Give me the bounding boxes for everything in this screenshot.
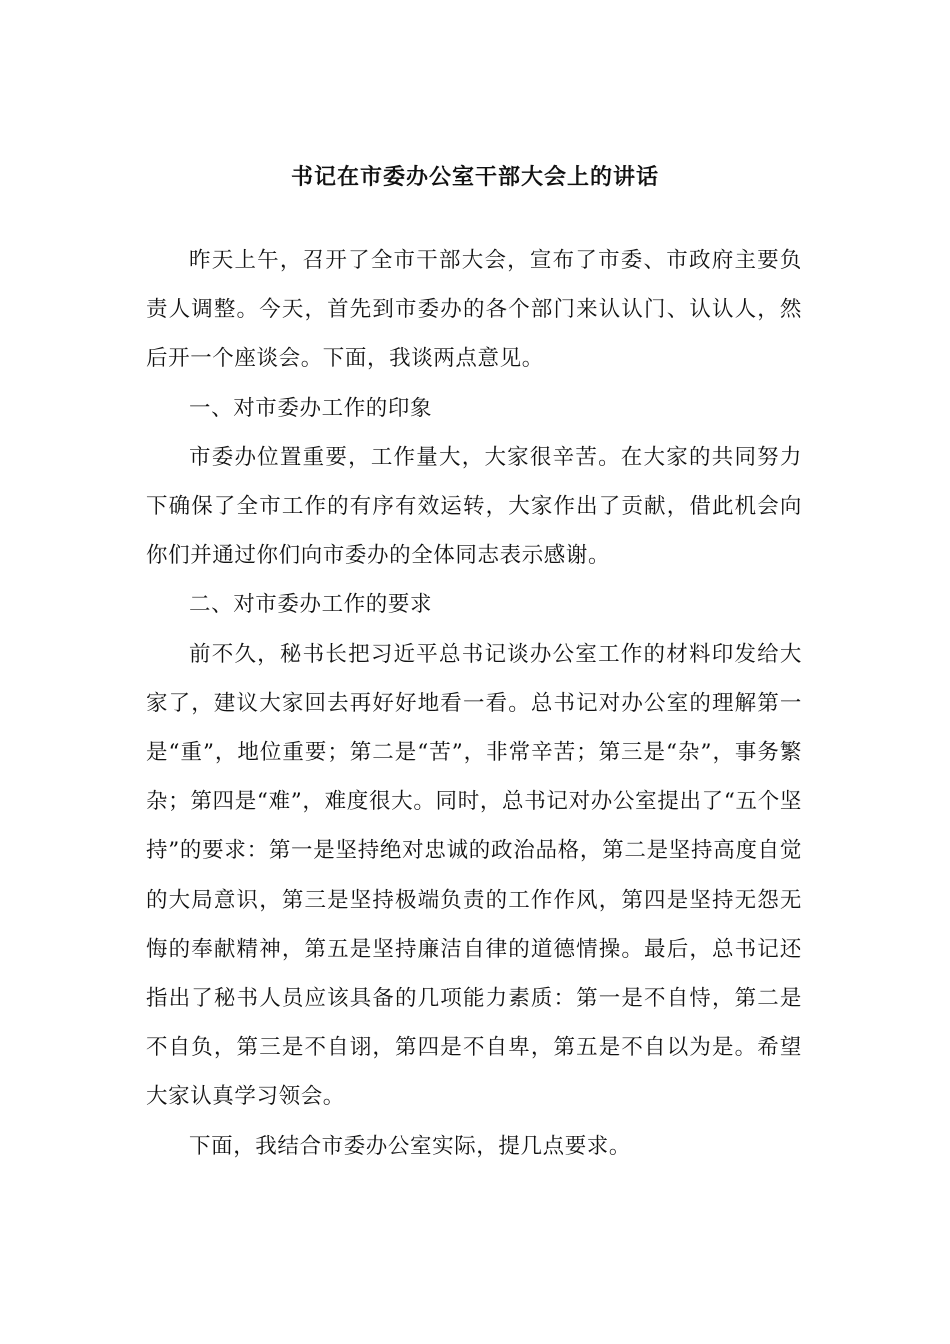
section-heading-requirements: 二、对市委办工作的要求: [189, 592, 433, 618]
section-heading-impression: 一、对市委办工作的印象: [189, 395, 433, 421]
paragraph-requirements: 前不久，秘书长把习近平总书记谈办公室工作的材料印发给大家了，建议大家回去再好好地看一看。总书记对办公室的理解第一是“重”，地位重要；第二是“苦”，非常辛苦；第三是“杂”，事务繁杂；第四是“难”，难度很大。同时，总书记对办公室提出了“五个坚持”的要求：第一是坚持绝对忠诚的政治品格，第二是坚持高度自觉的大局意识，第三是坚持极端负责的工作作风，第四是坚持无怨无悔的奉献精神，第五是坚持廉洁自律的道德情操。最后，总书记还指出了秘书人员应该具备的几项能力素质：第一是不自恃，第二是不自负，第三是不自诩，第四是不自卑，第五是不自以为是。希望大家认真学习领会。: [146, 641, 802, 1110]
paragraph-impression: 市委办位置重要，工作量大，大家很辛苦。在大家的共同努力下确保了全市工作的有序有效运转，大家作出了贡献，借此机会向你们并通过你们向市委办的全体同志表示感谢。: [146, 444, 802, 569]
paragraph-closing: 下面，我结合市委办公室实际，提几点要求。: [189, 1133, 632, 1159]
paragraph-opening: 昨天上午，召开了全市干部大会，宣布了市委、市政府主要负责人调整。今天，首先到市委办的各个部门来认认门、认认人，然后开一个座谈会。下面，我谈两点意见。: [146, 248, 802, 372]
document-body: [146, 236, 802, 1171]
document-title: 书记在市委办公室干部大会上的讲话: [290, 164, 659, 190]
